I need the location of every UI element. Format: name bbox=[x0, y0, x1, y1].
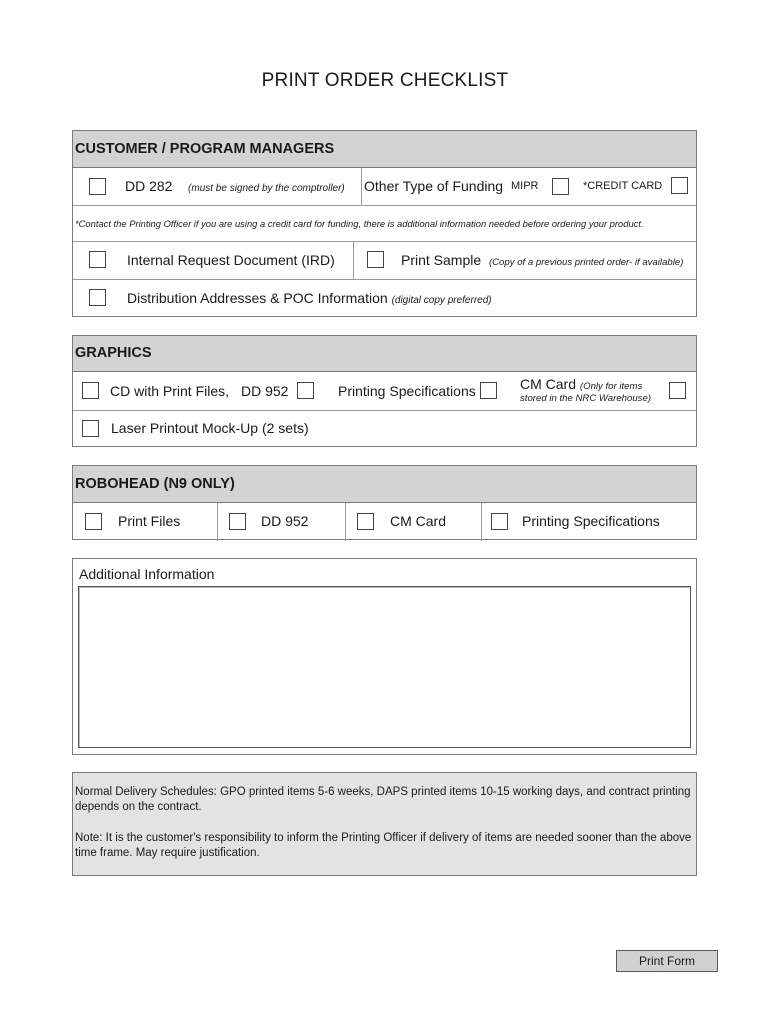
robohead-dd952-checkbox[interactable] bbox=[229, 513, 246, 530]
divider bbox=[361, 168, 362, 205]
robohead-section bbox=[72, 465, 697, 540]
credit-card-checkbox[interactable] bbox=[671, 177, 688, 194]
ird-checkbox[interactable] bbox=[89, 251, 106, 268]
divider bbox=[345, 503, 346, 541]
divider bbox=[217, 503, 218, 541]
delivery-schedule-note bbox=[72, 772, 697, 876]
robohead-cm-card-checkbox[interactable] bbox=[357, 513, 374, 530]
robohead-dd952-label: DD 952 bbox=[261, 513, 309, 529]
additional-info-label: Additional Information bbox=[79, 566, 215, 582]
robohead-printing-specs-label: Printing Specifications bbox=[522, 513, 660, 529]
dd952-label: DD 952 bbox=[241, 383, 289, 399]
print-sample-label: Print Sample (Copy of a previous printed order- if available) bbox=[401, 252, 684, 268]
mipr-label: MIPR bbox=[511, 180, 539, 192]
printing-specs-checkbox[interactable] bbox=[480, 382, 497, 399]
cm-card-label: CM Card (Only for items bbox=[520, 376, 643, 392]
cd-print-files-checkbox[interactable] bbox=[82, 382, 99, 399]
other-funding-label: Other Type of Funding bbox=[364, 178, 504, 194]
cm-card-checkbox[interactable] bbox=[669, 382, 686, 399]
print-form-button-label: Print Form bbox=[638, 954, 695, 968]
additional-info-textarea[interactable] bbox=[78, 586, 691, 748]
distribution-checkbox[interactable] bbox=[89, 289, 106, 306]
distribution-label: Distribution Addresses & POC Information (digital copy preferred) bbox=[127, 290, 492, 306]
cd-print-files-label: CD with Print Files, bbox=[110, 383, 230, 399]
credit-card-contact-note: *Contact the Printing Officer if you are using a credit card for funding, there is additional information needed before ordering your product. bbox=[75, 218, 644, 229]
laser-mockup-checkbox[interactable] bbox=[82, 420, 99, 437]
dd282-note: (must be signed by the comptroller) bbox=[188, 183, 345, 194]
customer-section bbox=[72, 130, 697, 317]
divider bbox=[73, 279, 696, 280]
cm-card-note: stored in the NRC Warehouse) bbox=[520, 393, 651, 404]
divider bbox=[481, 503, 482, 541]
print-sample-checkbox[interactable] bbox=[367, 251, 384, 268]
ird-label: Internal Request Document (IRD) bbox=[127, 252, 335, 268]
divider bbox=[73, 410, 696, 411]
robohead-section-header: ROBOHEAD (N9 ONLY) bbox=[73, 466, 696, 503]
credit-card-label: *CREDIT CARD bbox=[583, 180, 663, 192]
mipr-checkbox[interactable] bbox=[552, 178, 569, 195]
additional-info-section bbox=[72, 558, 697, 755]
robohead-printing-specs-checkbox[interactable] bbox=[491, 513, 508, 530]
graphics-section bbox=[72, 335, 697, 447]
robohead-print-files-label: Print Files bbox=[118, 513, 181, 529]
robohead-print-files-checkbox[interactable] bbox=[85, 513, 102, 530]
delivery-schedule-text: Normal Delivery Schedules: GPO printed items 5-6 weeks, DAPS printed items 10-15 working days, and contract printing depends on the contract. bbox=[75, 786, 691, 813]
divider bbox=[73, 241, 696, 242]
dd282-checkbox[interactable] bbox=[89, 178, 106, 195]
divider bbox=[353, 241, 354, 279]
dd282-label: DD 282 (must be signed by the comptroller) bbox=[125, 178, 345, 194]
customer-responsibility-text: Note: It is the customer's responsibility to inform the Printing Officer if delivery of items are needed sooner than the above time frame. May require justification. bbox=[75, 832, 692, 859]
printing-specs-label: Printing Specifications bbox=[338, 383, 476, 399]
customer-section-header: CUSTOMER / PROGRAM MANAGERS bbox=[73, 131, 696, 168]
print-form-button[interactable] bbox=[616, 950, 718, 972]
graphics-section-header: GRAPHICS bbox=[73, 336, 696, 372]
page-title: PRINT ORDER CHECKLIST bbox=[261, 70, 509, 91]
dd952-checkbox[interactable] bbox=[297, 382, 314, 399]
laser-mockup-label: Laser Printout Mock-Up (2 sets) bbox=[111, 420, 309, 436]
robohead-cm-card-label: CM Card bbox=[390, 513, 447, 529]
distribution-note: (digital copy preferred) bbox=[391, 295, 492, 306]
print-sample-note: (Copy of a previous printed order- if available) bbox=[488, 257, 684, 268]
divider bbox=[73, 205, 696, 206]
